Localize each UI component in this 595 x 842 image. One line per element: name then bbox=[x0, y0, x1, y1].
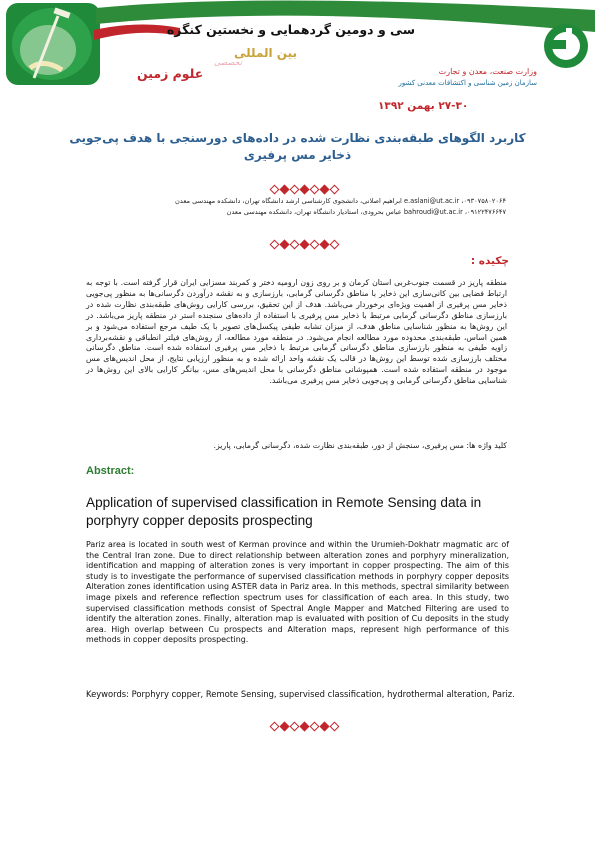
organization-name: سازمان زمین شناسی و اکتشافات معدنی کشور bbox=[398, 79, 537, 87]
english-keywords: Keywords: Porphyry copper, Remote Sensing, supervised classification, hydrothermal alteration, Pariz. bbox=[86, 689, 515, 699]
conference-subtitle: بین المللی bbox=[234, 46, 297, 60]
english-abstract-heading: Abstract: bbox=[86, 465, 135, 477]
divider-ornament bbox=[269, 715, 339, 725]
ministry-name: وزارت صنعت، معدن و تجارت bbox=[438, 67, 537, 76]
author-1: e.aslani@ut.ac.ir ،۰۹۳۰۷۵۸۰۲۰۶۴ ابراهیم اصلانی، دانشجوی کارشناسی ارشد دانشگاه تهران، دانشکده مهندسی معدن bbox=[175, 197, 506, 205]
persian-keywords: کلید واژه ها: مس پرفیری، سنجش از دور، طبقه‌بندی نظارت شده، دگرسانی گرمابی، پاریز. bbox=[213, 441, 507, 450]
conference-field: علوم زمین bbox=[137, 66, 204, 81]
english-abstract-body: Pariz area is located in south west of Kerman province and within the Urumieh-Dokhatr magmatic arc of the Central Iran zone. Due to direct relationship between alteration zones and porphyry mineralization, identification and mapping of alteration zones is very important in copper prospecting. The aim of this study is to investigate the performance of supervised classification methods in porphyry copper deposits Alteration zones identification using ASTER data in Pariz area. In this methods, spectral similarity between image pixels and reference reflection spectrum uses for classification of each area. In this study, two supervised classification methods consist of Spectral Angle Mapper and Matched Filtering are used to identify the alteration zones. Finally, alteration map is evaluated with position of Cu deposits in the study area. High overlap between Cu prospects and Alteration maps, represent high performance of this methods in copper deposits prospecting. bbox=[86, 540, 509, 645]
divider-ornament bbox=[269, 233, 339, 243]
divider-ornament bbox=[269, 178, 339, 188]
author-2: bahroudi@ut.ac.ir ،۰۹۱۲۲۴۷۶۶۴۷ عباس بحرودی، استادیار دانشگاه تهران، دانشکده مهندسی معدن bbox=[226, 208, 506, 216]
conference-date: ۲۷-۳۰ بهمن ۱۳۹۲ bbox=[378, 100, 469, 112]
persian-abstract-heading: چکیده : bbox=[470, 255, 509, 267]
persian-paper-title: کاربرد الگوهای طبقه‌بندی نظارت شده در داده‌های دورسنجی با هدف پی‌جویی ذخایر مس پرفیری bbox=[69, 131, 526, 162]
author-list bbox=[86, 196, 506, 218]
conference-emblem bbox=[6, 3, 100, 85]
conference-specialty-label: تخصصی bbox=[214, 58, 242, 67]
ministry-logo bbox=[544, 24, 588, 68]
conference-title: سی و دومین گردهمایی و نخستین کنگره bbox=[166, 22, 415, 37]
english-paper-title: Application of supervised classification in Remote Sensing data in porphyry copper deposits prospecting bbox=[86, 495, 482, 528]
persian-abstract-body: منطقه پاریز در قسمت جنوب‌غربی استان کرمان و بر روی زون ارومیه دختر و کمربند مسزایی ایران قرار گرفته است. با توجه به ارتباط فضایی بین کانی‌سازی این ذخایر با مناطق دگرسانی گرمابی، بارزسازی و به نقشه درآوردن دگرسانی‌ها به منظور پی‌جویی ذخایر مس پرفیری از اهمیت ویژه‌ای برخوردار می‌باشد. هدف از این تحقیق، بررسی کارایی روش‌های طبقه‌بندی نظارت شده در بارزسازی مناطق دگرسانی گرمابی مرتبط با ذخایر مس پرفیری با استفاده از داده‌های سنجنده استر در منطقه پاریز می‌باشد. در این روش‌ها به منظور شناسایی مناطق هدف، از میزان تشابه طیفی پیکسل‌های تصویر با یک طیف مرجع استفاده می‌شود و بر همین اساس، طبقه‌بندی محدوده مورد مطالعه انجام می‌شود. در منطقه مورد مطالعه، از روش‌های فیلتر انطباقی و نقشه‌برداری زاویه طیفی به منظور بارزسازی مناطق دگرسانی گرمابی مرتبط با ذخایر مس پرفیری استفاده شده است. مناطق دگرسانی مختلف بارزسازی شده توسط این روش‌ها در قالب یک نقشه واحد ارائه شده و به منظور ارزیابی نتایج، از محل اندیس‌های مس موجود در منطقه استفاده شده است. همپوشانی مناطق دگرسانی با محل اندیس‌های مس، بیانگر کارایی بالای این روش‌ها در شناسایی مناطق دگرسانی گرمابی و پی‌جویی ذخایر مس پرفیری می‌باشد. bbox=[86, 278, 507, 386]
